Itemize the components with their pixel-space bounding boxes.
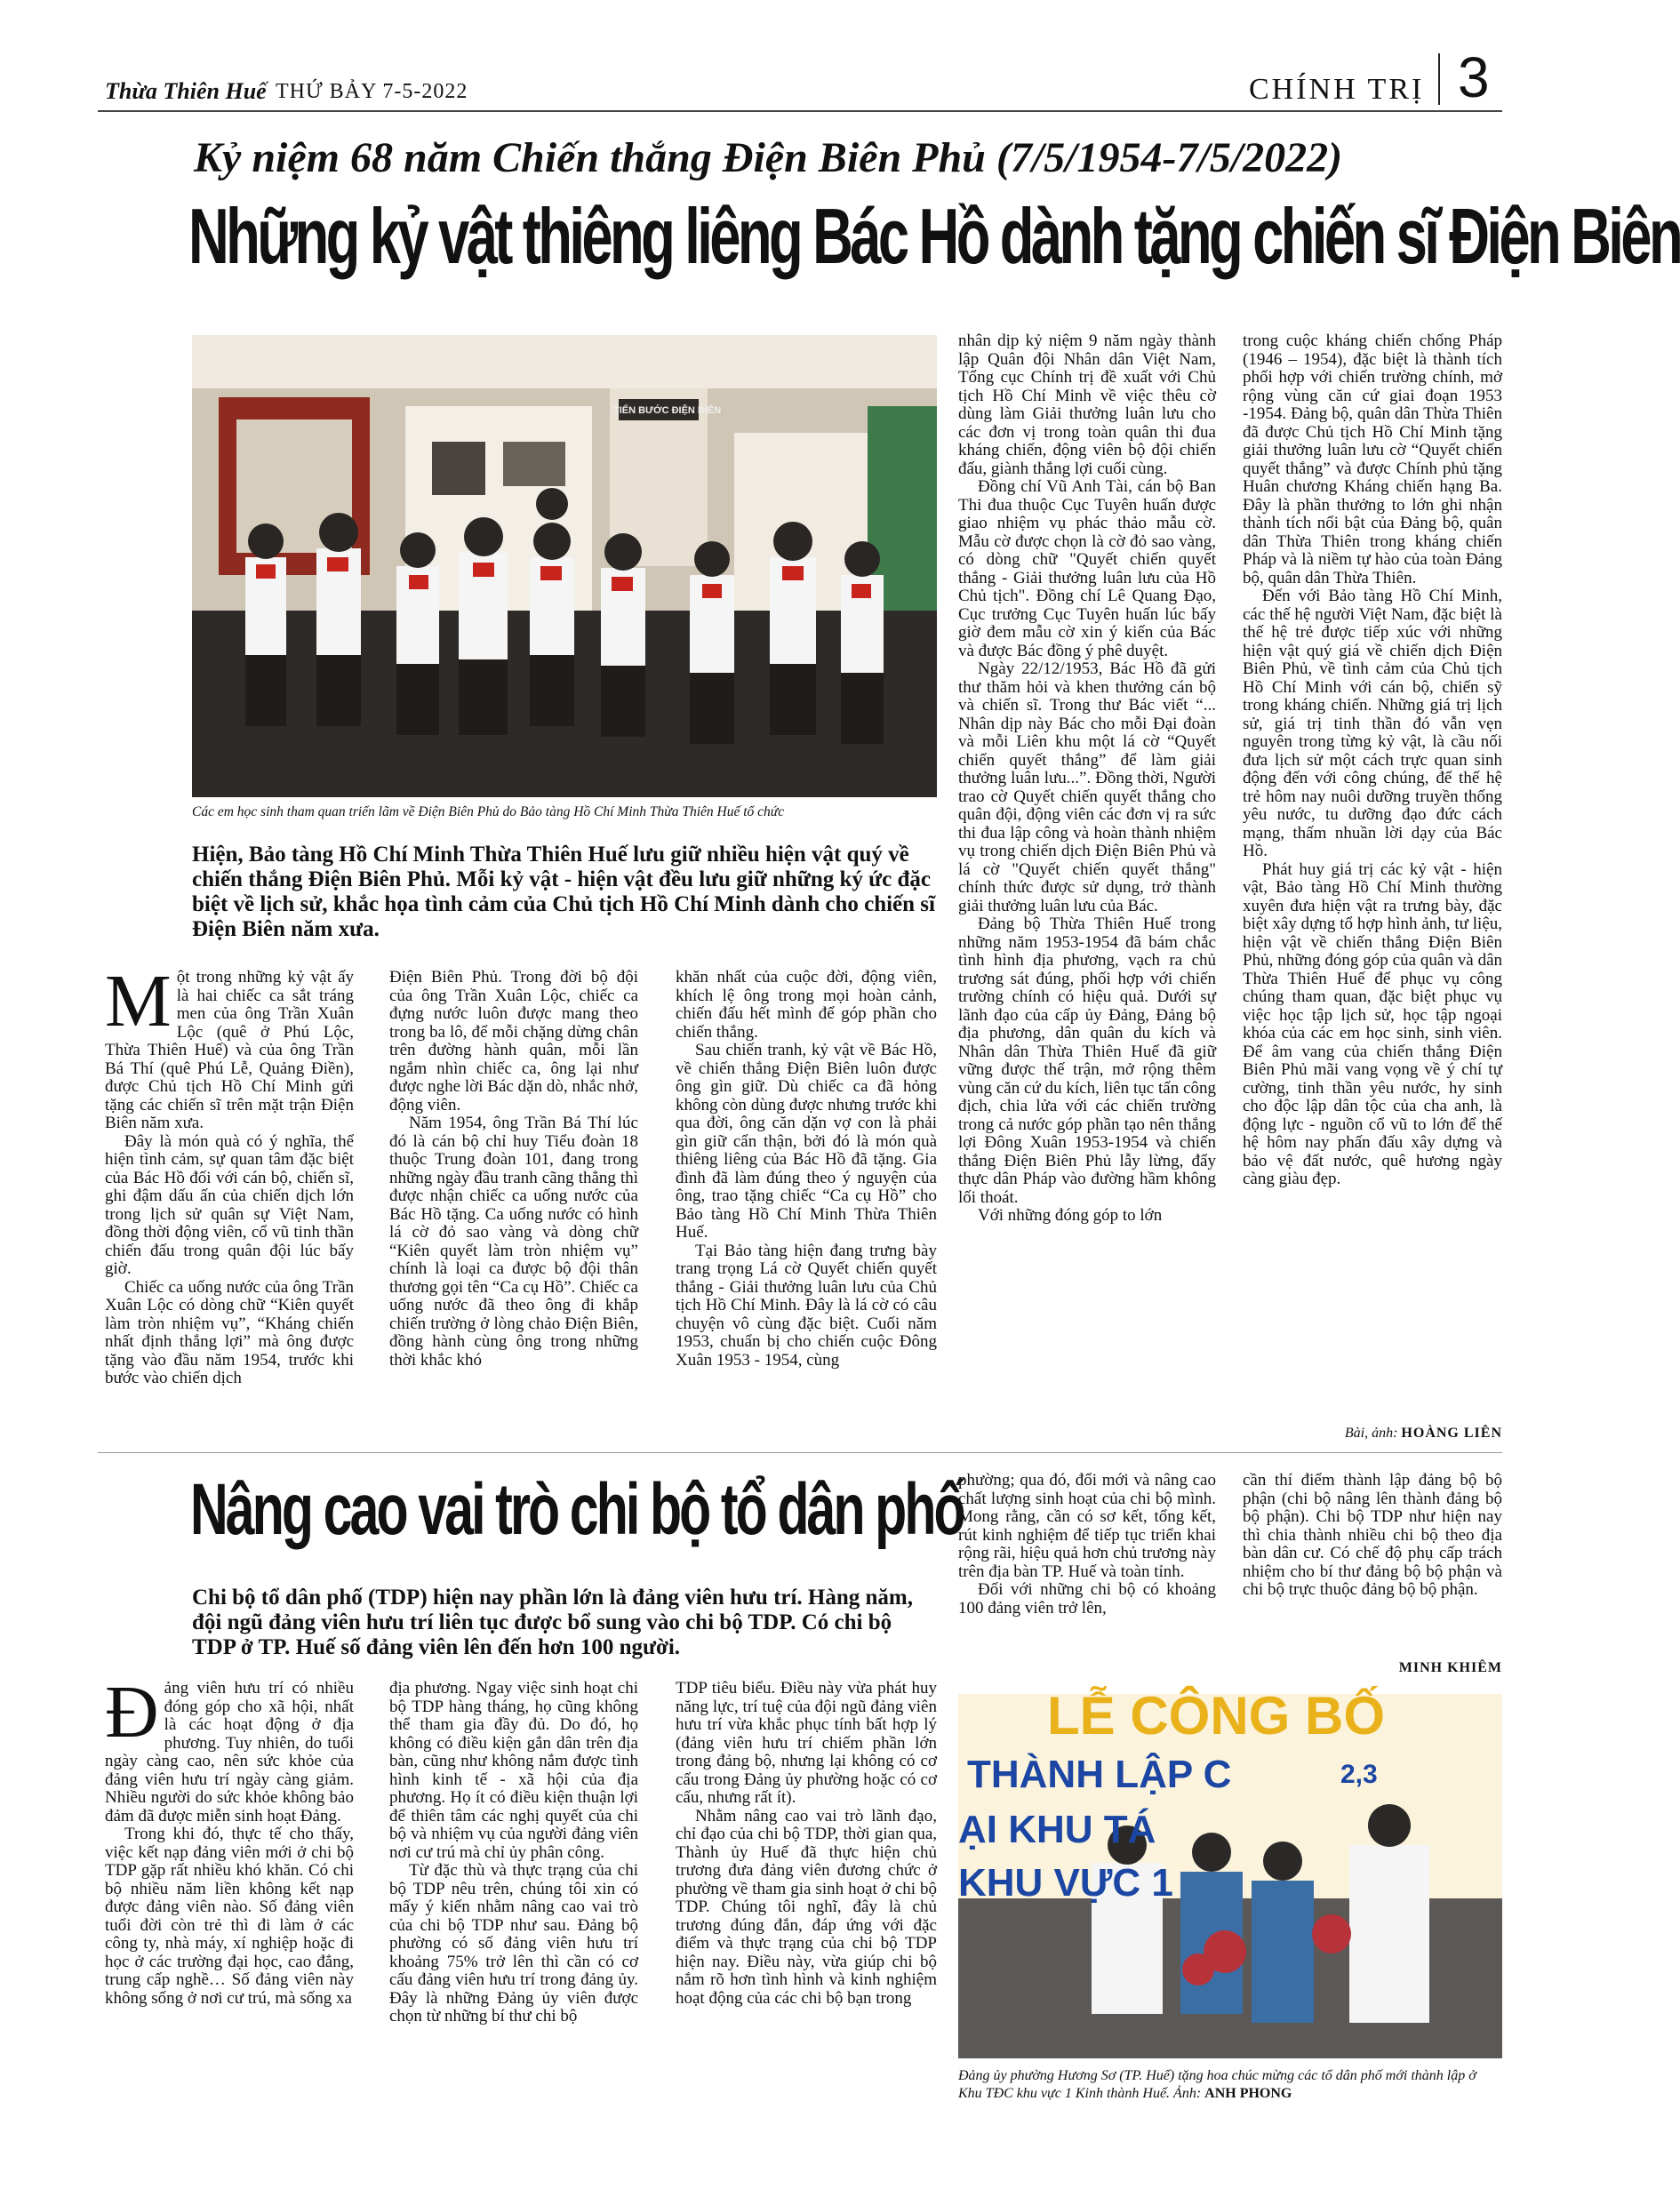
header-rule (98, 110, 1502, 112)
paragraph: Chiếc ca uống nước của ông Trần Xuân Lộc có dòng chữ “Kiên quyết làm tròn nhiệm vụ”, “Kháng chiến nhất định thắng lợi” mà ông được tặng vào đầu năm 1954, trước khi bước vào chiến dịch (105, 1277, 354, 1387)
article-column-1 (105, 960, 354, 1388)
article-column-2 (389, 969, 638, 1370)
paragraph: địa phương. Ngay việc sinh hoạt chi bộ TDP hàng tháng, họ cũng không thể tham gia đầy đủ. Do đó, họ không có điều kiện gắn dân trên địa bàn, cũng như không nắm được tình hình kinh tế - xã hội của địa phương. Họ ít có điều kiện thuận lợi để thiên tâm các nghị quyết của chi bộ và nhiệm vụ của người đảng viên nơi cư trú mà chỉ ủy phân công. (389, 1679, 638, 1862)
museum-photo (192, 335, 937, 797)
paragraph: Đồng chí Vũ Anh Tài, cán bộ Ban Thi đua thuộc Cục Tuyên huấn được giao nhiệm vụ phác thảo mẫu cờ. Mẫu cờ được chọn là cờ đỏ sao vàng, có dòng chữ "Quyết chiến quyết thắng - Giải thưởng luân lưu của Hồ Chủ tịch". Đồng chí Lê Quang Đạo, Cục trưởng Cục Tuyên huấn lúc bấy giờ đem mẫu cờ xin ý kiến của Bác và được Bác đồng ý phê duyệt. (958, 477, 1216, 660)
paragraph: Điện Biên Phủ. Trong đời bộ đội của ông Trần Xuân Lộc, chiếc ca đựng nước luôn được mang theo trong ba lô, để mỗi chặng dừng chân trên đường hành quân, mỗi lần ngắm nhìn chiếc ca, ông lại như được nghe lời Bác dặn dò, nhắc nhở, động viên. (389, 968, 638, 1114)
paragraph: trong cuộc kháng chiến chống Pháp (1946 – 1954), đặc biệt là thành tích phối hợp với chiến trường chính, mở rộng vùng căn cứ giai đoạn 1953 -1954. Đảng bộ, quân dân Thừa Thiên đã được Chủ tịch Hồ Chí Minh tặng giải thưởng luân lưu cờ “Quyết chiến quyết thắng” và được Chính phủ tặng Huân chương Kháng chiến hạng Ba. Đây là phần thưởng to lớn ghi nhận thành tích nổi bật của Đảng bộ, quân dân Thừa Thiên trong kháng chiến Pháp và là niềm tự hào của toàn Đảng bộ, quân dân Thừa Thiên. (1243, 332, 1502, 587)
drop-cap: M (105, 960, 172, 1043)
section-title: CHÍNH TRỊ (1249, 73, 1425, 106)
paragraph: Nhằm nâng cao vai trò lãnh đạo, chỉ đạo của chi bộ TDP, thời gian qua, Thành ủy Huế đã thực hiện chủ trương đưa đảng viên đương chức ở phường về tham gia sinh hoạt ở chi bộ TDP. Chúng tôi nghĩ, đây là chủ trương đúng đắn, đáp ứng với đặc điểm và thực trạng của chi bộ TDP hiện nay. Điều này, vừa giúp chi bộ nắm rõ hơn tình hình và kinh nghiệm hoạt động của các chi bộ bạn trong (676, 1806, 937, 2008)
section-divider (98, 1452, 1502, 1453)
page-number: 3 (1458, 45, 1490, 109)
paragraph: Phát huy giá trị các kỷ vật - hiện vật, Bảo tàng Hồ Chí Minh thường xuyên đưa hiện vật ra trưng bày, đặc biệt xây dựng tổ hợp hình ảnh, tư liệu, hiện vật về chiến thắng Điện Biên Phủ, những đóng góp của quân và dân Thừa Thiên Huế để phục vụ công chúng tham quan, đặc biệt phục vụ việc học tập lịch sử, học tập ngoại khóa của các em học sinh, sinh viên. Để âm vang của chiến thắng Điện Biên Phủ mãi vang vọng về ý chí tự cường, tinh thần yêu nước, hy sinh cho độc lập dân tộc của cha anh, là động lực - nguồn cổ vũ to lớn để thế hệ hôm nay phấn đấu xây dựng và bảo vệ đất nước, quê hương ngày càng giàu đẹp. (1243, 859, 1502, 1188)
caption-text: Đảng ủy phường Hương Sơ (TP. Huế) tặng hoa chúc mừng các tổ dân phố mới thành lập ở Khu TĐC khu vực 1 Kinh thành Huế. Ảnh: (958, 2068, 1476, 2101)
paragraph: Đây là món quà có ý nghĩa, thể hiện tình cảm, sự quan tâm đặc biệt của Bác Hồ đối với cán bộ, chiến sĩ, ghi đậm dấu ấn của chiến dịch lớn trong lịch sử quân sự Việt Nam, đồng thời động viên, cổ vũ tinh thần chiến đấu trong quân đội lúc bấy giờ. (105, 1131, 354, 1278)
photo-caption: Các em học sinh tham quan triển lãm về Điện Biên Phủ do Bảo tàng Hồ Chí Minh Thừa Thiên Huế tổ chức (192, 804, 785, 819)
byline-author: HOÀNG LIÊN (1401, 1426, 1502, 1441)
paragraph: Từ đặc thù và thực trạng của chi bộ TDP nêu trên, chúng tôi xin có mấy ý kiến nhằm nâng cao vai trò của chi bộ TDP như sau. Đảng bộ phường có số đảng viên hưu trí khoảng 75% trở lên thì cần có cơ cấu đảng viên hưu trí trong đảng ủy. Đây là những Đảng ủy viên được chọn từ những bí thư chi bộ (389, 1861, 638, 2025)
paragraph: Trong khi đó, thực tế cho thấy, việc kết nạp đảng viên mới ở chi bộ TDP gặp rất nhiều khó khăn. Có chi bộ nhiều năm liền không kết nạp được đảng viên nào. Số đảng viên tuổi đời còn trẻ thì đi làm ở các công ty, nhà máy, xí nghiệp hoặc đi học ở các trường đại học, cao đẳng, trung cấp nghề… Số đảng viên này không sống ở nơi cư trú, mà sống xa (105, 1825, 354, 2008)
ceremony-photo (958, 1686, 1502, 2058)
newspaper-name: Thừa Thiên Huế (105, 78, 267, 104)
paragraph: Năm 1954, ông Trần Bá Thí lúc đó là cán bộ chỉ huy Tiểu đoàn 18 thuộc Trung đoàn 101, đang trong những ngày đầu tranh cãng thẳng thì được nhận chiếc ca uống nước của Bác Hồ tặng. Ca uống nước có hình lá cờ đỏ sao vàng và dòng chữ “Kiên quyết làm tròn nhiệm vụ” chính là loại ca được bộ đội thân thương gọi tên “Ca cụ Hồ”. Chiếc ca uống nước đã theo ông đi khắp chiến trường ở lòng chảo Điện Biên, đồng hành cùng ông trong những thời khắc khó (389, 1114, 638, 1370)
paragraph: khăn nhất của cuộc đời, động viên, khích lệ ông trong mọi hoàn cảnh, chiến đấu hết mình để góp phần cho chiến thắng. (676, 968, 937, 1042)
article2-column-3 (676, 1680, 937, 2008)
banner-line-4: ẠI KHU TÁ (958, 1808, 1156, 1851)
drop-cap: Đ (105, 1671, 159, 1754)
paragraph: Sau chiến tranh, kỷ vật về Bác Hồ, về chiến thắng Điện Biên luôn được ông gìn giữ. Dù chiếc ca đã hỏng không còn dùng được nhưng trước khi qua đời, ông căn dặn vợ con là phải gìn giữ cẩn thận, bởi đó là món quà thiêng liêng của Bác Hồ đã tặng. Gia đình đã làm đúng theo ý nguyện của ông, trao tặng chiếc “Ca cụ Hồ” cho Bảo tàng Hồ Chí Minh Thừa Thiên Huế. (676, 1041, 937, 1242)
article-kicker: Kỷ niệm 68 năm Chiến thắng Điện Biên Phủ (7/5/1954-7/5/2022) (194, 134, 1343, 181)
paragraph: TDP tiêu biểu. Điều này vừa phát huy năng lực, trí tuệ của đội ngũ đảng viên hưu trí vừa khắc phục tính bất hợp lý (đảng viên hưu trí chiếm phần lớn trong đảng bộ, nhưng lại không có cơ cấu trong Đảng ủy phường hoặc có cơ cấu, nhưng rất ít). (676, 1679, 937, 1807)
article-lead: Hiện, Bảo tàng Hồ Chí Minh Thừa Thiên Huế lưu giữ nhiều hiện vật quý về chiến thắng Điện Biên Phủ. Mỗi kỷ vật - hiện vật đều lưu giữ những ký ức đặc biệt về lịch sử, khắc họa tình cảm của Chủ tịch Hồ Chí Minh dành cho chiến sĩ Điện Biên năm xưa. (192, 843, 935, 941)
article-column-5 (1243, 332, 1502, 1189)
article2-lead: Chi bộ tổ dân phố (TDP) hiện nay phần lớn là đảng viên hưu trí. Hàng năm, đội ngũ đảng viên hưu trí liên tục được bổ sung vào chi bộ TDP. Có chi bộ TDP ở TP. Huế số đảng viên lên đến hơn 100 người. (192, 1586, 914, 1659)
paragraph: phường; qua đó, đổi mới và nâng cao chất lượng sinh hoạt của chi bộ mình. Mong rằng, cần có sơ kết, tổng kết, rút kinh nghiệm để tiếp tục triển khai rộng rãi, hiệu quả hơn chủ trương này trên địa bàn TP. Huế và toàn tỉnh. (958, 1471, 1216, 1581)
banner-line-2: THÀNH LẬP C (967, 1753, 1232, 1796)
header-divider (1438, 53, 1440, 105)
banner-line-1: LỄ CÔNG BỐ (1047, 1686, 1386, 1746)
paragraph: ảng viên hưu trí có nhiều đóng góp cho xã hội, nhất là các hoạt động ở địa phương. Tuy nhiên, do tuổi ngày càng cao, nên sức khỏe của đảng viên hưu trí ngày càng giảm. Nhiều người do sức khỏe không bảo đảm đã được miễn sinh hoạt Đảng. (105, 1679, 354, 1826)
paragraph: Với những đóng góp to lớn (978, 1206, 1163, 1225)
museum-photo-illustration (192, 335, 937, 797)
article-headline: Những kỷ vật thiêng liêng Bác Hồ dành tặng chiến sĩ Điện Biên (188, 192, 1680, 280)
paragraph: nhân dịp kỷ niệm 9 năm ngày thành lập Quân đội Nhân dân Việt Nam, Tổng cục Chính trị đề xuất với Chủ tịch Hồ Chí Minh về việc thêu cờ dùng làm Giải thưởng luân lưu cho các đơn vị trong toàn quân thi đua kháng chiến, động viên bộ đội chiến đấu, giành thắng lợi cuối cùng. (958, 332, 1216, 478)
banner-line-5: KHU VỰC 1 (958, 1861, 1173, 1905)
paragraph: Đối với những chi bộ có khoảng 100 đảng viên trở lên, (958, 1580, 1216, 1618)
byline-prefix: Bài, ảnh: (1344, 1426, 1398, 1441)
article2-column-1 (105, 1671, 354, 2008)
article-column-4 (958, 332, 1216, 1226)
article2-column-5 (1243, 1472, 1502, 1600)
paragraph: ột trong những kỷ vật ấy là hai chiếc ca sắt tráng men của ông Trần Xuân Lộc (quê ở Phú Lộc, Thừa Thiên Huế) và của ông Trần Bá Thí (quê Phú Lễ, Quảng Điền), được Chủ tịch Hồ Chí Minh gửi tặng các chiến sĩ trên mặt trận Điện Biên năm xưa. (105, 968, 354, 1132)
paragraph: Đảng bộ Thừa Thiên Huế trong những năm 1953-1954 đã bám chắc tình hình địa phương, vạch ra chủ trương sát đúng, phối hợp với chiến trường chính có hiệu quả. Dưới sự lãnh đạo của cấp ủy Đảng, Đảng bộ địa phương, dân quân du kích và Nhân dân Thừa Thiên Huế đã giữ vững được thế trận, mở rộng thêm vùng căn cứ du kích, liên tục tấn công địch, chia lửa với các chiến trường trong cả nước góp phần tạo nên thắng lợi Đông Xuân 1953-1954 và chiến thắng Điện Biên Phủ lẫy lừng, đẩy thực dân Pháp vào đường hầm không lối thoát. (958, 915, 1216, 1207)
article2-byline: MINH KHIÊM (1398, 1660, 1502, 1675)
photo-credit: ANH PHONG (1204, 2086, 1292, 2101)
article2-column-4 (958, 1472, 1216, 1618)
paragraph: Đến với Bảo tàng Hồ Chí Minh, các thế hệ người Việt Nam, đặc biệt là thế hệ trẻ được tiếp xúc với những hiện vật quý giá về chiến dịch Điện Biên Phủ, về tình cảm của Chủ tịch Hồ Chí Minh với cán bộ, chiến sỹ trong kháng chiến. Những giá trị lịch sử, giá trị tinh thần đó vẫn vẹn nguyên trong từng kỷ vật, là cầu nối đưa lịch sử một cách trực quan sinh động đến với công chúng, để thế hệ trẻ hôm nay nuôi dưỡng truyền thống yêu nước, tu dưỡng đạo đức cách mạng, thấm nhuần lời dạy của Bác Hồ. (1243, 587, 1502, 860)
article2-column-2 (389, 1680, 638, 2026)
article-column-3 (676, 969, 937, 1370)
issue-date: THỨ BẢY 7-5-2022 (276, 80, 468, 103)
paragraph: Ngày 22/12/1953, Bác Hồ đã gửi thư thăm hỏi và khen thưởng cán bộ và chiến sĩ. Trong thư Bác viết “... Nhân dịp này Bác cho mỗi Đại đoàn và mỗi Liên khu một lá cờ “Quyết chiến quyết thắng” để làm giải thưởng luân lưu...”. Đồng thời, Người trao cờ Quyết chiến quyết thắng cho quân đội, động viên các đơn vị ra sức thi đua lập công và hoàn thành nhiệm vụ trong chiến dịch Điện Biên Phủ và lá cờ "Quyết chiến quyết thắng" chính thức được sử dụng, trở thành giải thưởng luân lưu của Bác. (958, 659, 1216, 915)
article-byline (1316, 1426, 1502, 1442)
article2-headline: Nâng cao vai trò chi bộ tổ dân phố (190, 1469, 964, 1550)
banner-line-3: 2,3 (1340, 1760, 1378, 1789)
photo-caption-2 (958, 2067, 1502, 2103)
paragraph: Tại Bảo tàng hiện đang trưng bày trang trọng Lá cờ Quyết chiến quyết thắng - Giải thưởng luân lưu của Chủ tịch Hồ Chí Minh. Đây là lá cờ có câu chuyện vô cùng đặc biệt. Cuối năm 1953, chuẩn bị cho chiến cuộc Đông Xuân 1953 - 1954, cùng (676, 1241, 937, 1370)
paragraph: cần thí điểm thành lập đảng bộ bộ phận (chi bộ nâng lên thành đảng bộ bộ phận). Chi bộ TDP như hiện nay thì chia thành nhiều chi bộ theo địa bàn dân cư. Có chế độ phụ cấp trách nhiệm cho bí thư đảng bộ bộ phận và chi bộ trực thuộc đảng bộ bộ phận. (1243, 1471, 1502, 1599)
exhibit-board-label: TIẾN BƯỚC ĐIỆN BIÊN (613, 405, 722, 416)
